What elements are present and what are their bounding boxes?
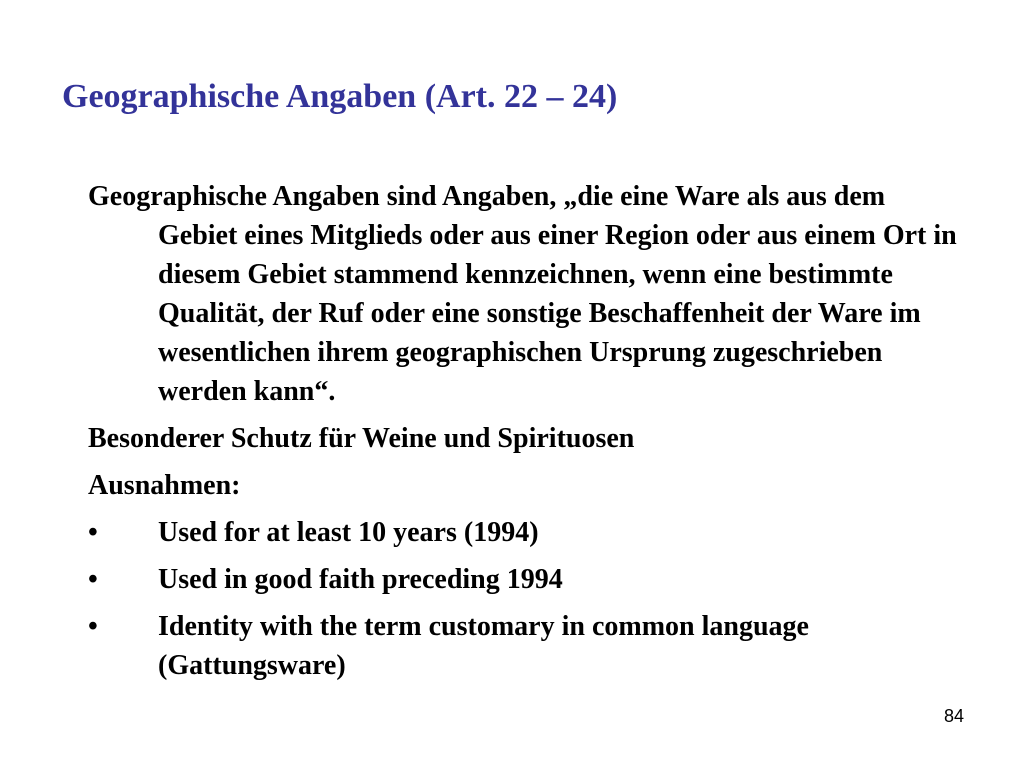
slide-title: Geographische Angaben (Art. 22 – 24) — [62, 78, 618, 115]
exception-text: Used for at least 10 years (1994) — [158, 517, 539, 548]
page-number: 84 — [943, 706, 964, 726]
exceptions-heading: Ausnahmen: — [88, 470, 241, 501]
bullet-icon: • — [88, 611, 98, 642]
definition-paragraph: Geographische Angaben sind Angaben, „die eine Ware als aus dem Gebiet eines Mitglieds oder aus einer Region oder aus einem Ort in diesem Gebiet stammend kennzeichnen, wenn eine bestimmte Qualität, der Ruf oder eine sonstige Beschaffenheit der Ware im wesentlichen ihrem geographischen Ursprung zugeschrieben werden kann“. — [88, 181, 957, 407]
bullet-icon: • — [88, 564, 98, 595]
exception-item — [88, 607, 958, 685]
slide-body — [88, 177, 958, 693]
exception-text: Identity with the term customary in common language (Gattungsware) — [158, 611, 809, 681]
special-protection-line: Besonderer Schutz für Weine und Spirituosen — [88, 423, 635, 454]
exception-text: Used in good faith preceding 1994 — [158, 564, 563, 595]
bullet-icon: • — [88, 517, 98, 548]
exception-item — [88, 560, 958, 599]
exception-item — [88, 513, 958, 552]
